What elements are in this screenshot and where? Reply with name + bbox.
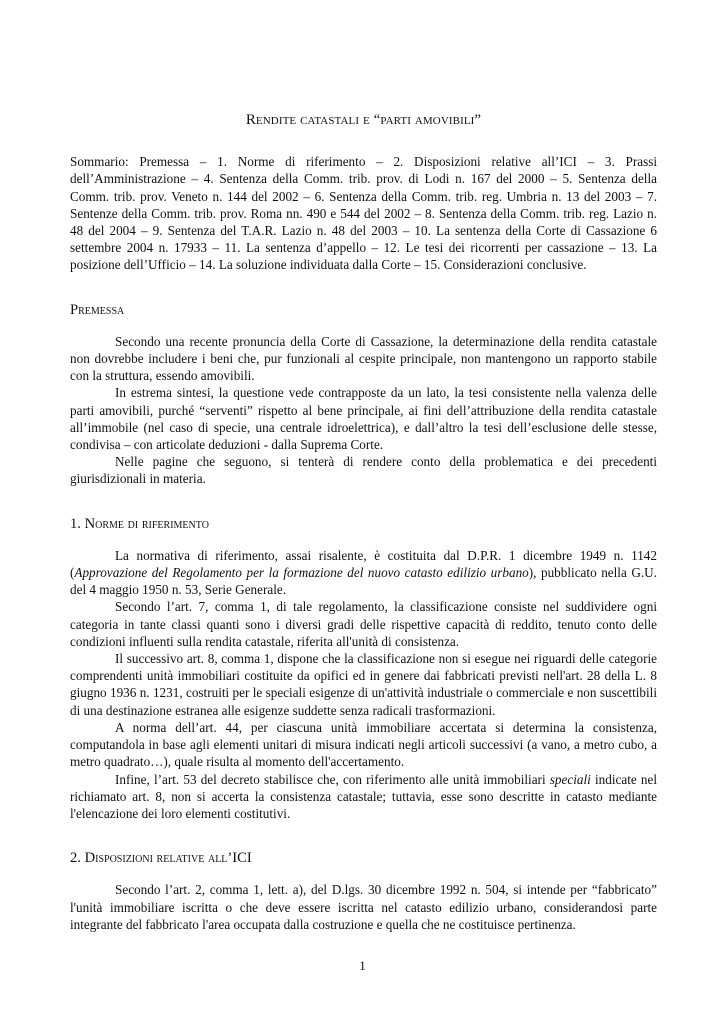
norme-p5-before: Infine, l’art. 53 del decreto stabilisce che, con riferimento alle unità immobiliari: [115, 771, 550, 787]
norme-paragraph-5: [70, 771, 657, 823]
norme-p5-after: indicate nel richiamato art. 8, non si accerta la consistenza catastale; tuttavia, esse sono descritte in catasto mediante l'elencazione dei loro elementi costitutivi.: [70, 771, 657, 821]
premessa-paragraph-3: Nelle pagine che seguono, si tenterà di rendere conto della problematica e dei precedenti giurisdizionali in materia.: [70, 454, 657, 487]
document-title: Rendite catastali e “parti amovibili”: [245, 112, 482, 128]
norme-paragraph-1: [70, 547, 657, 599]
premessa-paragraph-2: In estrema sintesi, la questione vede contrapposte da un lato, la tesi consistente nella valenza delle parti amovibili, purché “serventi” rispetto al bene principale, ai fini dell’attribuzione della rendita catastale all’immobile (nel caso di specie, una centrale idroelettrica), e dall’altro la tesi dell’esclusione delle stesse, condivisa – con articolate deduzioni - dalla Suprema Corte.: [70, 385, 657, 453]
document-page: [70, 112, 657, 961]
section-heading-norme: 1. Norme di riferimento: [70, 515, 209, 532]
premessa-paragraph-1: Secondo una recente pronuncia della Corte di Cassazione, la determinazione della rendita catastale non dovrebbe includere i beni che, pur funzionali al cespite principale, non mantengono un rapporto stabile con la struttura, essendo amovibili.: [70, 333, 657, 384]
norme-p5-italic: speciali: [549, 771, 591, 787]
norme-paragraph-2: Secondo l’art. 7, comma 1, di tale regolamento, la classificazione consiste nel suddividere ogni categoria in tante classi quanti sono i diversi gradi delle rispettive capacità di reddito, tenuto conto delle condizioni influenti sulla rendita catastale, riferita all'unità di consistenza.: [70, 599, 657, 649]
section-ici: [70, 850, 657, 933]
summary: Sommario: Premessa – 1. Norme di riferimento – 2. Disposizioni relative all’ICI – 3. Prassi dell’Amministrazione – 4. Sentenza della Comm. trib. prov. di Lodi n. 167 del 2000 – 5. Sentenza della Comm. trib. prov. Veneto n. 144 del 2002 – 6. Sentenza della Comm. trib. reg. Umbria n. 13 del 2003 – 7. Sentenze della Comm. trib. prov. Roma nn. 490 e 544 del 2002 – 8. Sentenza della Comm. trib. reg. Lazio n. 48 del 2004 – 9. Sentenza del T.A.R. Lazio n. 48 del 2003 – 10. La sentenza della Corte di Cassazione 6 settembre 2004 n. 17933 – 11. La sentenza d’appello – 12. Le tesi dei ricorrenti per cassazione – 13. La posizione dell’Ufficio – 14. La soluzione individuata dalla Corte – 15. Considerazioni conclusive.: [70, 154, 657, 273]
section-premessa: [70, 302, 657, 488]
section-heading-ici: 2. Disposizioni relative all’ICI: [70, 850, 252, 867]
section-heading-premessa: Premessa: [70, 301, 125, 318]
norme-p1-regulation-title: Approvazione del Regolamento per la formazione del nuovo catasto edilizio urbano: [74, 565, 529, 581]
ici-paragraph-1: Secondo l’art. 2, comma 1, lett. a), del D.lgs. 30 dicembre 1992 n. 504, si intende per “fabbricato” l'unità immobiliare iscritta o che deve essere iscritta nel catasto edilizio urbano, considerandosi parte integrante del fabbricato l'area occupata dalla costruzione e quella che ne costituisce pertinenza.: [70, 882, 657, 932]
norme-p1-after: ), pubblicato nella G.U. del 4 maggio 1950 n. 53, Serie Generale.: [70, 565, 657, 598]
page-number: 1: [359, 958, 366, 973]
norme-paragraph-4: A norma dell’art. 44, per ciascuna unità immobiliare accertata si determina la consistenza, computandola in base agli elementi unitari di misura indicati negli articoli successivi (a vano, a metro cubo, a metro quadrato…), quale risulta al momento dell'accertamento.: [70, 719, 657, 770]
norme-paragraph-3: Il successivo art. 8, comma 1, dispone che la classificazione non si esegue nei riguardi delle categorie comprendenti unità immobiliari costituite da opifici ed in genere dai fabbricati previsti nell'art. 28 della L. 8 giugno 1936 n. 1231, costruiti per le speciali esigenze di un'attività industriale o commerciale e non suscettibili di una destinazione estranea alle esigenze suddette senza radicali trasformazioni.: [70, 651, 657, 718]
section-norme: [70, 516, 657, 822]
norme-p1-before: La normativa di riferimento, assai risalente, è costituita dal D.P.R. 1 dicembre 1949 n. 1142 (: [70, 547, 657, 581]
